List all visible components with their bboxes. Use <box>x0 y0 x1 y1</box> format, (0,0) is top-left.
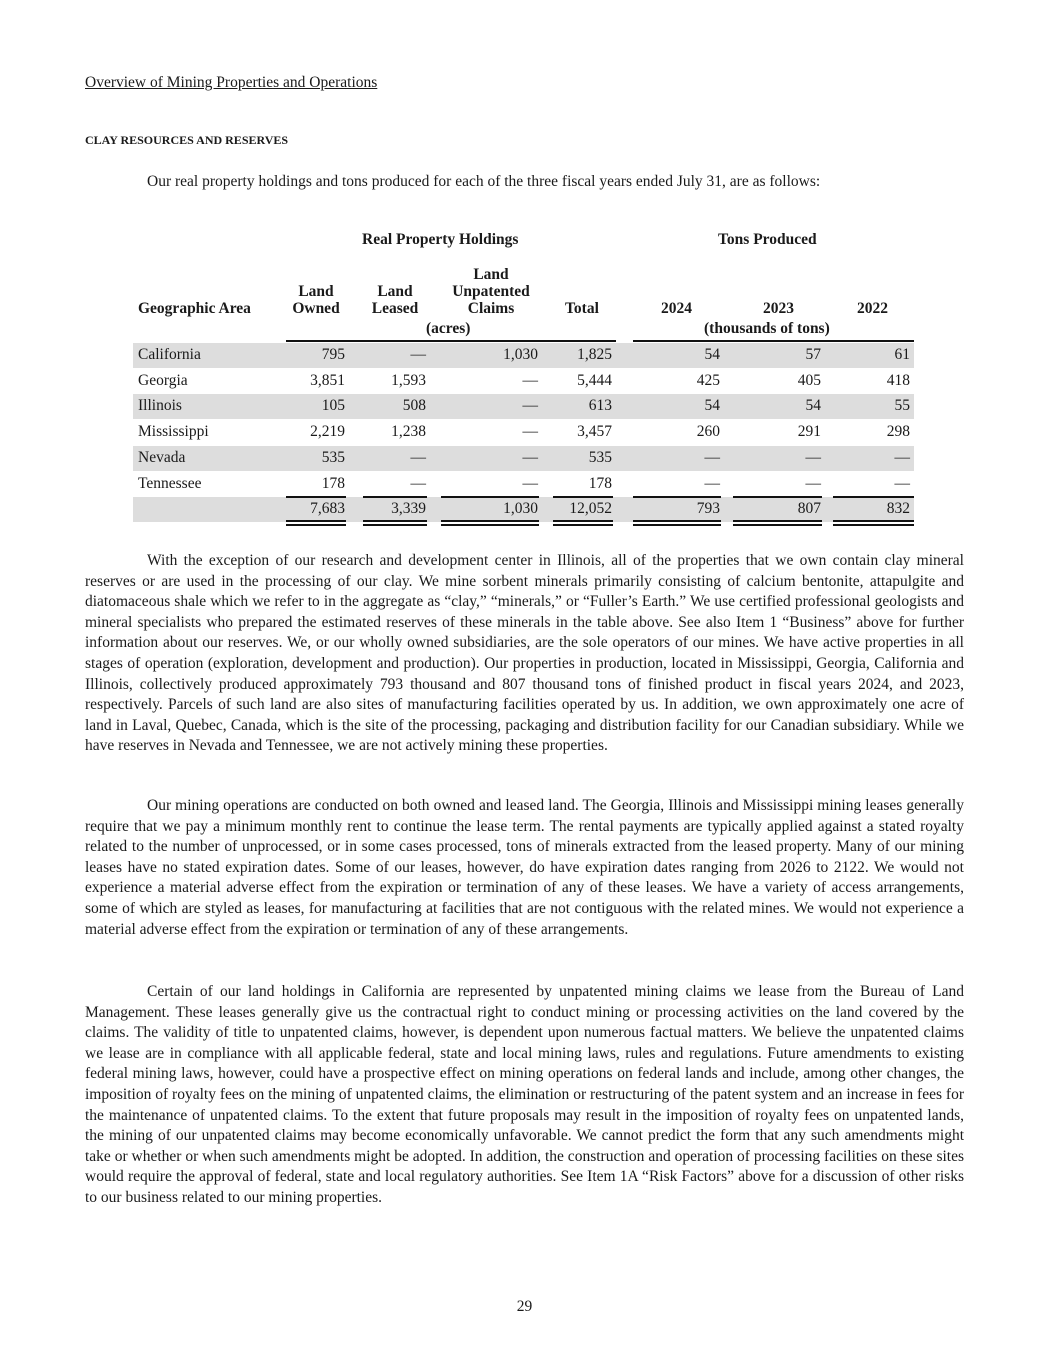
cell-leased: 508 <box>402 397 426 415</box>
cell-total: 12,052 <box>569 500 612 518</box>
table-total-row <box>133 497 914 522</box>
subtotal-rule <box>363 496 427 498</box>
cell-y2022: 832 <box>886 500 910 518</box>
cell-y2022: 61 <box>894 346 910 363</box>
cell-owned: 178 <box>321 474 345 492</box>
cell-total: 178 <box>588 474 612 492</box>
total-double-rule <box>553 520 613 526</box>
total-double-rule <box>733 520 822 526</box>
total-double-rule <box>363 520 427 526</box>
cell-area: California <box>138 346 201 363</box>
subtotal-rule <box>441 496 539 498</box>
paragraph-unpatented-claims: Certain of our land holdings in California are represented by unpatented mining claims we lease from the Bureau of Land Management. These leases generally give us the contractual right to conduct mining or processing activities on the land covered by the claims. The validity of title to unpatented claims, however, is dependent upon numerous factual matters. We believe the unpatented claims we lease are in compliance with all applicable federal, state and local mining laws, rules and regulations. Future amendments to existing federal mining laws, however, could have a prospective effect on mining operations on federal lands and include, among other changes, the imposition of royalty fees on the mining of unpatented claims, the elimination or restructuring of the patent system and an increase in fees for the maintenance of unpatented claims. To the extent that future proposals may result in the imposition of royalty fees on unpatented lands, the mining of our unpatented claims may become economically unfavorable. We cannot predict the form that any such amendments might take or whether or when such amendments might be adopted. In addition, the construction and operation of processing facilities on these sites would require the approval of federal, state and local regulatory authorities. See Item 1A “Risk Factors” above for a discussion of other risks to our business related to our mining properties. <box>85 983 964 1206</box>
cell-total: 535 <box>588 448 612 466</box>
subtotal-rule <box>833 496 914 498</box>
cell-leased: 1,593 <box>391 371 426 389</box>
cell-leased: 1,238 <box>391 423 426 441</box>
col-header-owned <box>286 283 346 317</box>
total-double-rule <box>833 520 914 526</box>
col-header-2024: 2024 <box>661 300 692 317</box>
units-acres: (acres) <box>426 320 471 337</box>
cell-owned: 3,851 <box>310 371 345 389</box>
cell-owned: 535 <box>321 448 345 466</box>
col-header-2023: 2023 <box>763 300 794 317</box>
cell-y2023: — <box>805 448 821 466</box>
table-row <box>133 446 914 471</box>
cell-y2022: 418 <box>886 371 910 389</box>
cell-unpatented: 1,030 <box>503 500 538 518</box>
intro-text: Our real property holdings and tons produced for each of the three fiscal years ended July 31, are as follows: <box>147 173 821 190</box>
cell-owned: 7,683 <box>310 500 345 518</box>
cell-owned: 795 <box>321 346 345 363</box>
col-header-2022: 2022 <box>857 300 888 317</box>
col-header-leased-line1: Land <box>377 283 413 300</box>
cell-y2024: — <box>704 474 720 492</box>
cell-leased: — <box>410 474 426 492</box>
subtotal-rule <box>553 496 613 498</box>
cell-unpatented: — <box>522 474 538 492</box>
header-rule-holdings <box>286 340 616 342</box>
total-double-rule <box>286 520 346 526</box>
cell-unpatented: — <box>522 397 538 415</box>
cell-y2024: 793 <box>696 500 720 518</box>
cell-y2023: 291 <box>797 423 821 441</box>
cell-total: 613 <box>588 397 612 415</box>
total-double-rule <box>441 520 539 526</box>
cell-y2024: 54 <box>704 397 720 415</box>
cell-area: Illinois <box>138 397 182 415</box>
cell-total: 1,825 <box>577 346 612 363</box>
cell-y2023: 807 <box>797 500 821 518</box>
sub-heading: CLAY RESOURCES AND RESERVES <box>85 133 289 147</box>
cell-y2024: 54 <box>704 346 720 363</box>
cell-y2023: — <box>805 474 821 492</box>
cell-y2022: 55 <box>894 397 910 415</box>
cell-y2022: — <box>894 474 910 492</box>
units-thousands-of-tons: (thousands of tons) <box>704 320 830 337</box>
col-header-unpatented-line1: Land <box>473 266 509 283</box>
cell-leased: — <box>410 346 426 363</box>
col-header-area: Geographic Area <box>138 300 251 317</box>
col-header-leased <box>363 283 427 317</box>
cell-leased: 3,339 <box>391 500 426 518</box>
header-rule-production <box>633 340 914 342</box>
table-row <box>133 343 914 368</box>
cell-owned: 2,219 <box>310 423 345 441</box>
col-header-total: Total <box>565 300 599 317</box>
cell-area: Georgia <box>138 371 188 389</box>
col-header-owned-line2: Owned <box>292 300 340 317</box>
subtotal-rule <box>733 496 822 498</box>
cell-total: 3,457 <box>577 423 612 441</box>
cell-area: Tennessee <box>138 474 202 492</box>
col-header-leased-line2: Leased <box>371 300 419 317</box>
group-header-production: Tons Produced <box>718 231 817 248</box>
cell-unpatented: — <box>522 423 538 441</box>
table-row <box>133 472 914 497</box>
col-header-owned-line1: Land <box>298 283 334 300</box>
subtotal-rule <box>633 496 721 498</box>
subtotal-rule <box>286 496 346 498</box>
col-header-unpatented <box>441 266 541 317</box>
cell-unpatented: — <box>522 448 538 466</box>
cell-owned: 105 <box>321 397 345 415</box>
cell-y2023: 54 <box>805 397 821 415</box>
group-header-holdings: Real Property Holdings <box>362 231 519 248</box>
cell-area: Nevada <box>138 448 186 466</box>
cell-y2024: — <box>704 448 720 466</box>
col-header-unpatented-line2: Unpatented <box>452 283 530 300</box>
total-double-rule <box>633 520 721 526</box>
cell-y2022: 298 <box>886 423 910 441</box>
paragraph-leases: Our mining operations are conducted on both owned and leased land. The Georgia, Illinois and Mississippi mining leases generally require that we pay a minimum monthly rent to continue the lease term. The rental payments are typically applied against a stated royalty related to the number of unprocessed, or in some cases processed, tons of minerals extracted from the leased property. Many of our mining leases have no stated expiration dates. Some of our leases, however, do have expiration dates ranging from 2026 to 2122. We would not experience a material adverse effect from the expiration or termination of any of these leases. We have a variety of access arrangements, some of which are styled as leases, for manufacturing at facilities that are not contiguous with the related mines. We would not experience a material adverse effect from the expiration or termination of any of these arrangements. <box>85 797 964 938</box>
cell-y2022: — <box>894 448 910 466</box>
cell-y2023: 405 <box>797 371 821 389</box>
table-row <box>133 420 914 445</box>
cell-unpatented: — <box>522 371 538 389</box>
table-row <box>133 369 914 394</box>
col-header-unpatented-line3: Claims <box>467 300 515 317</box>
cell-unpatented: 1,030 <box>503 346 538 363</box>
section-title: Overview of Mining Properties and Operations <box>85 74 378 91</box>
cell-y2024: 260 <box>696 423 720 441</box>
cell-y2023: 57 <box>805 346 821 363</box>
cell-y2024: 425 <box>696 371 720 389</box>
cell-total: 5,444 <box>577 371 612 389</box>
cell-area: Mississippi <box>138 423 209 441</box>
table-row <box>133 394 914 419</box>
page-number: 29 <box>516 1298 533 1315</box>
paragraph-reserves: With the exception of our research and development center in Illinois, all of the properties that we own contain clay mineral reserves or are used in the processing of our clay. We mine sorbent minerals primarily consisting of calcium bentonite, attapulgite and diatomaceous shale which we refer to in the aggregate as “clay,” “minerals,” or “Fuller’s Earth.” We use certified professional geologists and mineral specialists who prepared the estimated reserves of these minerals in the table above. See also Item 1 “Business” above for further information about our reserves. We, or our wholly owned subsidiaries, are the sole operators of our mines. We have active properties in all stages of operation (exploration, development and production). Our properties in production, located in Mississippi, Georgia, California and Illinois, collectively produced approximately 793 thousand and 807 thousand tons of finished product in fiscal years 2024, and 2023, respectively. Parcels of such land are also sites of manufacturing facilities operated by us. In addition, we own approximately one acre of land in Laval, Quebec, Canada, which is the site of the processing, packaging and distribution facility for our Canadian subsidiary. While we have reserves in Nevada and Tennessee, we are not actively mining these properties. <box>85 552 964 755</box>
cell-leased: — <box>410 448 426 466</box>
